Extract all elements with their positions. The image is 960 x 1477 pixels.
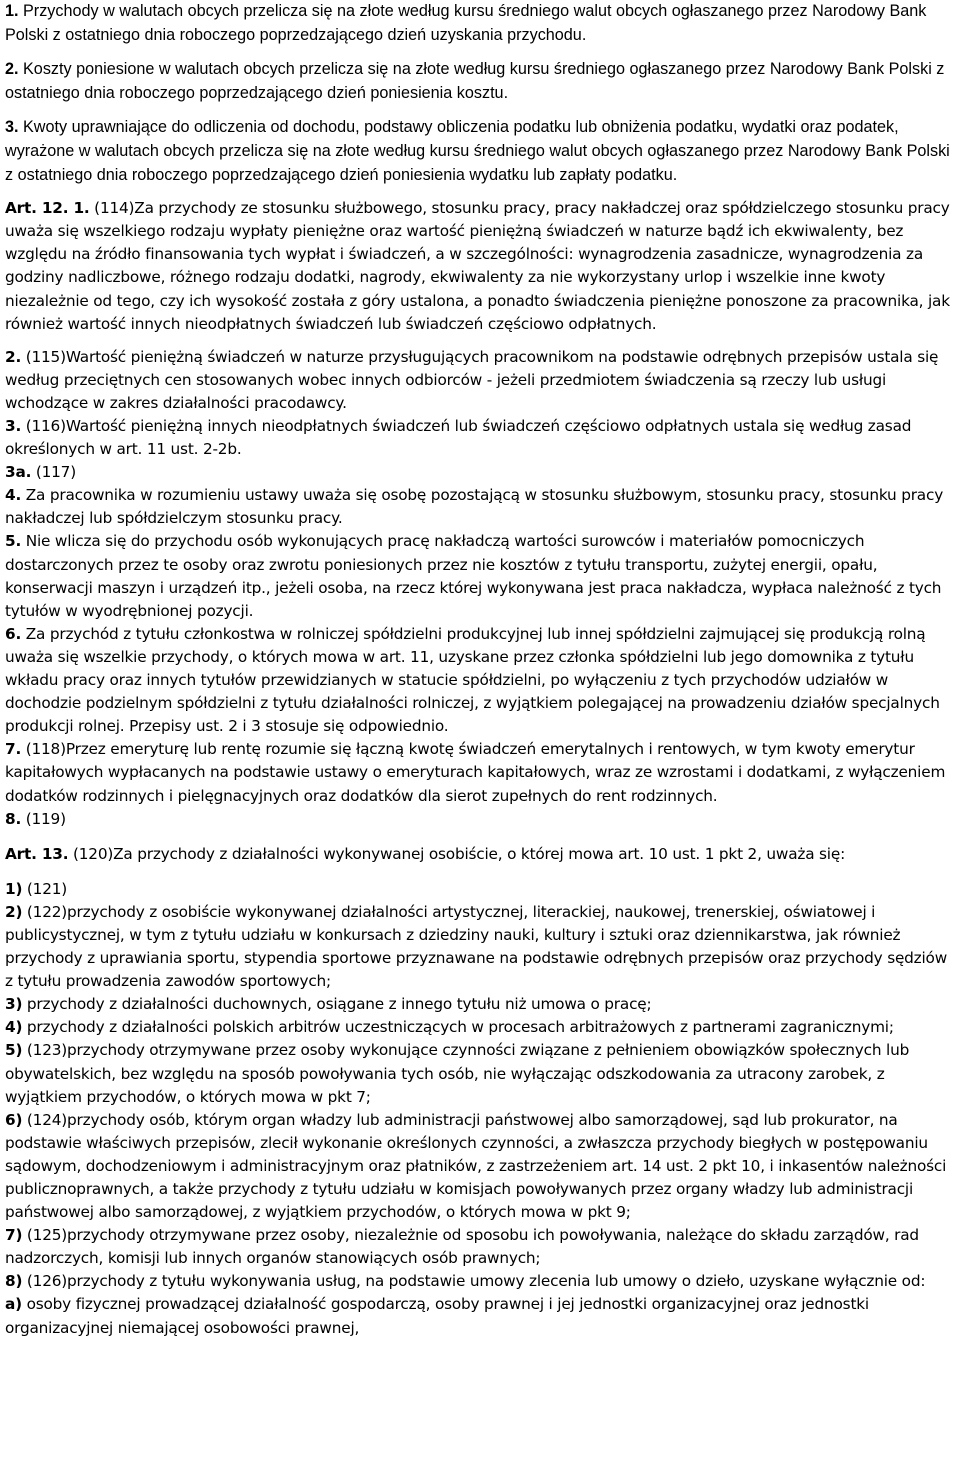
- paragraph-number: 3.: [5, 118, 19, 137]
- point-text: (125)przychody otrzymywane przez osoby, niezależnie od sposobu ich powoływania, należące do składu zarządów, rad nadzorczych, komisji lub innych organów stanowiących osób prawnych;: [5, 1226, 919, 1268]
- item-number: 5.: [5, 532, 22, 551]
- item-text: (119): [21, 809, 66, 828]
- article-12-item-3a: [5, 461, 957, 484]
- point-text: przychody z działalności polskich arbitrów uczestniczących w procesach arbitrażowych z partnerami zagranicznymi;: [22, 1018, 894, 1037]
- point-text: (122)przychody z osobiście wykonywanej działalności artystycznej, literackiej, naukowej, trenerskiej, oświatowej i publicystycznej, w tym z tytułu udziału w konkursach z dziedziny nauki, kultury i sztuki oraz dziennikarstwa, jak również przychody z uprawiania sportu, stypendia sportowe przyznawane na podstawie odrębnych przepisów oraz przychody sędziów z tytułu prowadzenia zawodów sportowych;: [5, 902, 948, 991]
- paragraph-number: 2.: [5, 60, 19, 79]
- item-number: 2.: [5, 347, 22, 366]
- point-number: 3): [5, 995, 23, 1014]
- point-number: 1): [5, 879, 23, 898]
- article-12-item-7: [5, 738, 957, 807]
- item-text: Za pracownika w rozumieniu ustawy uważa się osobę pozostającą w stosunku służbowym, stosunku pracy, stosunku pracy nakładczej lub spółdzielczym stosunku pracy.: [5, 486, 944, 528]
- item-text: (117): [31, 463, 76, 482]
- item-number: 7.: [5, 740, 22, 759]
- paragraph-text: Przychody w walutach obcych przelicza się na złote według kursu średniego walut obcych ogłaszanego przez Narodowy Bank Polski z ostatniego dnia roboczego poprzedzającego dzień uzyskania przychodu.: [5, 2, 927, 44]
- point-number: 6): [5, 1110, 23, 1129]
- item-text: (115)Wartość pieniężną świadczeń w naturze przysługujących pracownikom na podstawie odrębnych przepisów ustala się według przeciętnych cen stosowanych wobec innych odbiorców - jeżeli przedmiotem świadczenia są rzeczy lub usługi wchodzące w zakres działalności pracodawcy.: [5, 347, 939, 412]
- article-13-point-8: [5, 1270, 957, 1293]
- point-number: 2): [5, 902, 23, 921]
- point-text: (123)przychody otrzymywane przez osoby wykonujące czynności związane z pełnieniem obowiązków społecznych lub obywatelskich, bez względu na sposób powoływania tych osób, nie wyłączając odszkodowania za utracony zarobek, z wyjątkiem przychodów, o których mowa w pkt 7;: [5, 1041, 910, 1106]
- paragraph-2: [5, 58, 957, 105]
- point-number: 8): [5, 1272, 23, 1291]
- article-12-item-8: [5, 808, 957, 831]
- article-13-point-4: [5, 1016, 957, 1039]
- article-heading: Art. 12. 1.: [5, 199, 90, 218]
- point-text: przychody z działalności duchownych, osiągane z innego tytułu niż umowa o pracę;: [22, 995, 652, 1014]
- item-text: (118)Przez emeryturę lub rentę rozumie się łączną kwotę świadczeń emerytalnych i rentowych, w tym kwoty emerytur kapitałowych wypłacanych na podstawie ustawy o emeryturach kapitałowych, wraz ze wzrostami i dodatkami, z wyłączeniem dodatków rodzinnych i pielęgnacyjnych oraz dodatków dla sierot zupełnych do rent rodzinnych.: [5, 740, 946, 805]
- paragraph-3: [5, 116, 957, 187]
- subpoint-text: osoby fizycznej prowadzącej działalność gospodarczą, osoby prawnej i jej jednostki organizacyjnej oraz jednostki organizacyjnej niemającej osobowości prawnej,: [5, 1295, 869, 1337]
- article-12-intro: [5, 197, 957, 336]
- point-text: (121): [22, 879, 68, 898]
- article-13-point-7: [5, 1224, 957, 1270]
- point-text: (126)przychody z tytułu wykonywania usług, na podstawie umowy zlecenia lub umowy o dzieło, uzyskane wyłącznie od:: [22, 1272, 926, 1291]
- item-number: 8.: [5, 809, 22, 828]
- article-13-point-3: [5, 993, 957, 1016]
- article-12-item-6: [5, 623, 957, 738]
- point-number: 4): [5, 1018, 23, 1037]
- article-13-subpoint-a: [5, 1293, 957, 1339]
- item-number: 6.: [5, 624, 22, 643]
- article-13-point-6: [5, 1109, 957, 1224]
- subpoint-letter: a): [5, 1295, 22, 1314]
- article-12-item-2: [5, 346, 957, 415]
- item-text: (116)Wartość pieniężną innych nieodpłatnych świadczeń lub świadczeń częściowo odpłatnych ustala się według zasad określonych w art. 11 ust. 2-2b.: [5, 417, 912, 459]
- item-text: Za przychód z tytułu członkostwa w rolniczej spółdzielni produkcyjnej lub innej spółdzielni zajmującej się produkcją rolną uważa się wszelkie przychody, o których mowa w art. 11, uzyskane przez członka spółdzielni lub jego domownika z tytułu wkładu pracy oraz innych tytułów przewidzianych w statucie spółdzielni, po wyłączeniu z tych przychodów udziałów w dochodzie podzielnym spółdzielni z tytułu działalności rolniczej, z wyjątkiem polegającej na prowadzeniu działów specjalnych produkcji rolnej. Przepisy ust. 2 i 3 stosuje się odpowiednio.: [5, 624, 940, 736]
- paragraph-text: Koszty poniesione w walutach obcych przelicza się na złote według kursu średniego ogłaszanego przez Narodowy Bank Polski z ostatniego dnia roboczego poprzedzającego dzień poniesienia kosztu.: [5, 60, 945, 102]
- article-heading: Art. 13.: [5, 844, 69, 863]
- item-number: 4.: [5, 486, 22, 505]
- article-12-item-5: [5, 530, 957, 622]
- article-13-point-2: [5, 901, 957, 993]
- article-13-intro: [5, 843, 957, 866]
- article-12-item-3: [5, 415, 957, 461]
- paragraph-number: 1.: [5, 2, 19, 20]
- article-12-item-4: [5, 484, 957, 530]
- item-text: Nie wlicza się do przychodu osób wykonujących pracę nakładczą wartości surowców i materiałów pomocniczych dostarczonych przez te osoby oraz zwrotu poniesionych przez nie kosztów z tytułu transportu, zużytej energii, opału, konserwacji maszyn i urządzeń itp., jeżeli osoba, na rzecz której wykonywana jest praca nakładcza, wypłaca należność z tych tytułów w wyodrębnionej pozycji.: [5, 532, 942, 620]
- paragraph-text: Kwoty uprawniające do odliczenia od dochodu, podstawy obliczenia podatku lub obniżenia podatku, wydatki oraz podatek, wyrażone w walutach obcych przelicza się na złote według kursu średniego walut obcych ogłaszanego przez Narodowy Bank Polski z ostatniego dnia roboczego poprzedzającego dzień poniesienia wydatku lub zapłaty podatku.: [5, 118, 950, 184]
- paragraph-1: [5, 0, 957, 47]
- article-12: [5, 197, 957, 831]
- currency-section: [5, 0, 957, 187]
- article-13-point-5: [5, 1039, 957, 1108]
- article-intro-text: (114)Za przychody ze stosunku służbowego, stosunku pracy, pracy nakładczej oraz spółdzielczego stosunku pracy uważa się wszelkiego rodzaju wypłaty pieniężne oraz wartość pieniężną świadczeń w naturze bądź ich ekwiwalenty, bez względu na źródło finansowania tych wypłat i świadczeń, a w szczególności: wynagrodzenia zasadnicze, wynagrodzenia za godziny nadliczbowe, różnego rodzaju dodatki, nagrody, ekwiwalenty za nie wykorzystany urlop i wszelkie inne kwoty niezależnie od tego, czy ich wysokość została z góry ustalona, a ponadto świadczenia pieniężne ponoszone za pracownika, jak również wartość innych nieodpłatnych świadczeń lub świadczeń częściowo odpłatnych.: [5, 199, 950, 333]
- point-number: 5): [5, 1041, 23, 1060]
- article-intro-text: (120)Za przychody z działalności wykonywanej osobiście, o której mowa art. 10 ust. 1 pkt 2, uważa się:: [68, 844, 846, 863]
- article-13-point-1: [5, 878, 957, 901]
- article-13: [5, 843, 957, 1340]
- item-number: 3a.: [5, 463, 32, 482]
- point-number: 7): [5, 1226, 23, 1245]
- point-text: (124)przychody osób, którym organ władzy lub administracji państwowej albo samorządowej, sąd lub prokurator, na podstawie właściwych przepisów, zlecił wykonanie określonych czynności, a zwłaszcza przychody biegłych w postępowaniu sądowym, dochodzeniowym i administracyjnym oraz płatników, z zastrzeżeniem art. 14 ust. 2 pkt 10, i inkasentów należności publicznoprawnych, a także przychody z tytułu udziału w komisjach powoływanych przez organy władzy lub administracji państwowej albo samorządowej, z wyjątkiem przychodów, o których mowa w pkt 9;: [5, 1110, 947, 1222]
- item-number: 3.: [5, 417, 22, 435]
